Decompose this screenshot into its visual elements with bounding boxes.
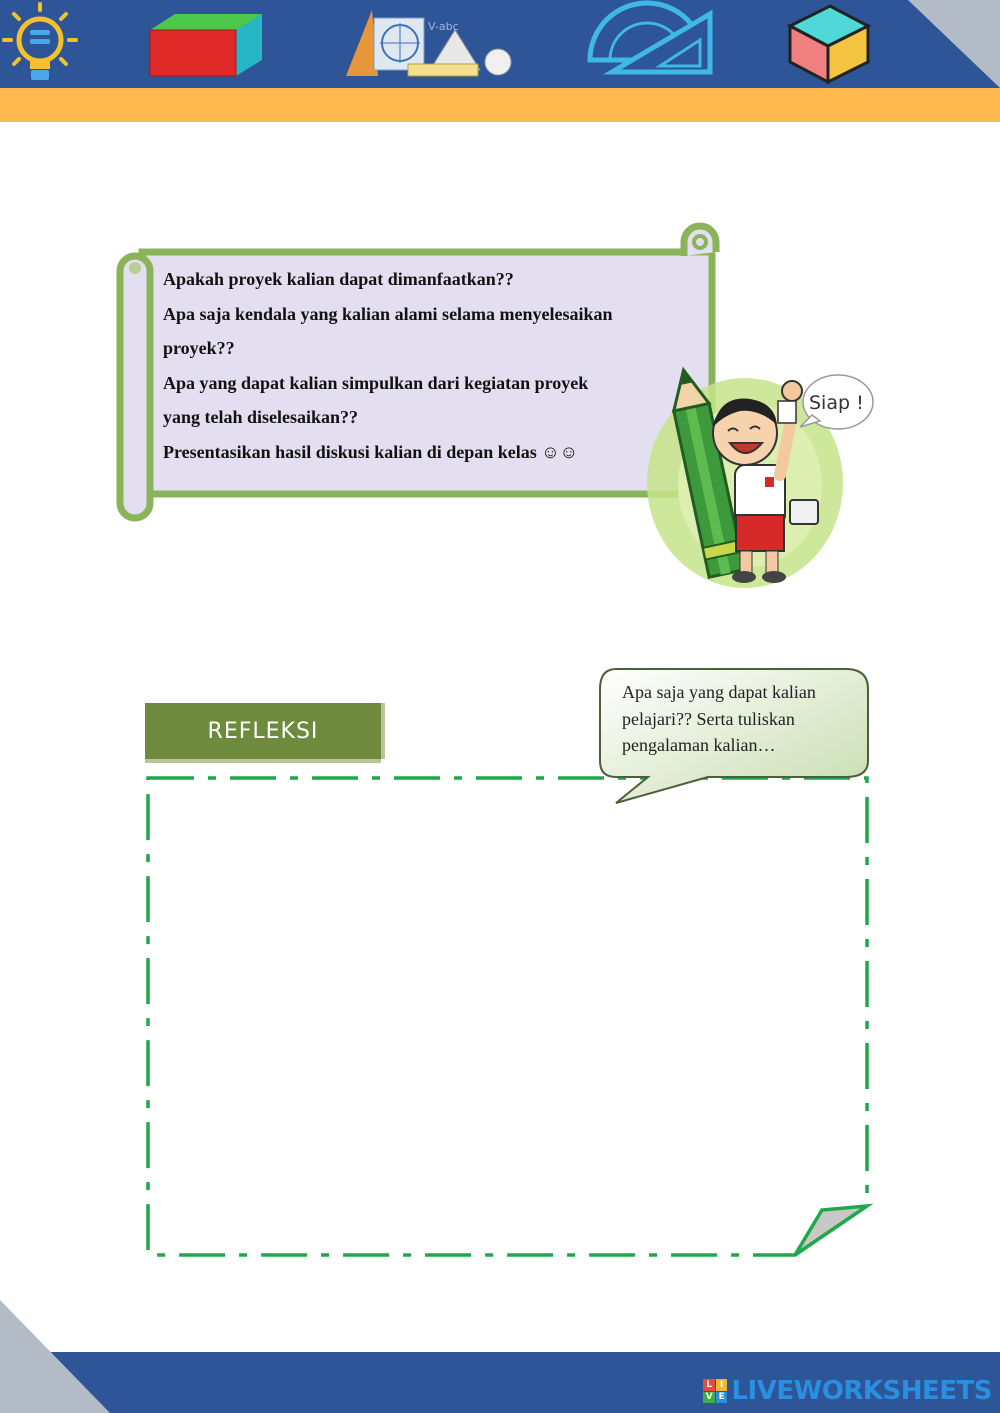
refleksi-label: REFLEKSI (207, 718, 319, 744)
protractor-ruler-icon (590, 3, 710, 72)
header-stripe (0, 88, 1000, 122)
question-line: Apakah proyek kalian dapat dimanfaatkan?? (163, 269, 514, 289)
speech-text: Siap ! (809, 392, 864, 414)
liveworksheets-brand[interactable] (703, 1376, 992, 1406)
logo-letter: L (703, 1379, 715, 1391)
logo-letter: E (716, 1392, 728, 1404)
question-line: Presentasikan hasil diskusi kalian di depan kelas ☺☺ (163, 441, 579, 462)
rectangular-prism-icon (150, 14, 262, 76)
lightbulb-icon (4, 4, 76, 80)
reflection-prompt-line: pelajari?? Serta tuliskan (622, 708, 795, 729)
logo-letter: I (716, 1379, 728, 1391)
question-line: Apa yang dapat kalian simpulkan dari kegiatan proyek (163, 372, 589, 393)
header-icons (0, 0, 1000, 88)
question-line: yang telah diselesaikan?? (163, 407, 359, 427)
math-tools-icon (346, 10, 511, 76)
footer-corner (0, 1300, 110, 1413)
reflection-prompt-line: Apa saja yang dapat kalian (622, 682, 816, 702)
logo-letter: V (703, 1392, 715, 1404)
liveworksheets-logo-icon (703, 1379, 727, 1403)
brand-text: LIVEWORKSHEETS (731, 1376, 992, 1406)
question-line: Apa saja kendala yang kalian alami selama menyelesaikan (163, 303, 613, 324)
reflection-prompt (622, 679, 857, 759)
question-list (163, 262, 693, 469)
question-line: proyek?? (163, 338, 235, 358)
refleksi-header (145, 703, 381, 759)
svg-text:V-abc: V-abc (428, 20, 459, 33)
cube-icon (790, 6, 868, 82)
reflection-answer-input[interactable] (160, 790, 854, 1244)
reflection-prompt-line: pengalaman kalian… (622, 735, 776, 755)
